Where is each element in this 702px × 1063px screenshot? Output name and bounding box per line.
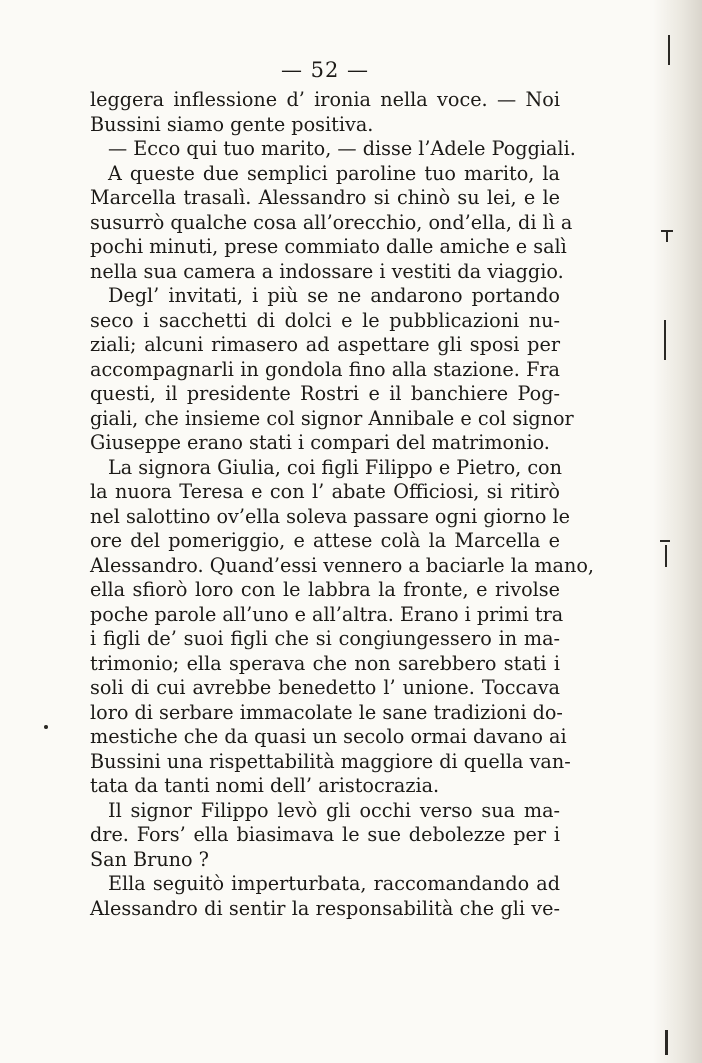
text-line: Degl’ invitati, i più se ne andarono portando [108,284,560,307]
scan-edge-mark [665,1030,668,1055]
text-line: A queste due semplici paroline tuo marito, la [108,161,560,185]
text-line: soli di cui avrebbe benedetto l’ unione. Toccava [90,676,560,699]
text-line: Bussini una rispettabilità maggiore di quella van- [90,749,571,773]
page-number: — 52 — [280,58,370,82]
scan-edge-mark [666,232,668,242]
scan-edge-mark [665,545,667,567]
paragraph-6 [90,799,560,873]
text-line: i figli de’ suoi figli che si congiungessero in ma- [90,627,560,650]
scan-edge-mark [660,540,670,542]
text-line: tata da tanti nomi dell’ aristocrazia. [90,774,440,797]
text-line: Bussini siamo gente positiva. [90,112,374,136]
text-line: San Bruno ? [90,847,209,871]
paragraph-4 [90,284,574,456]
text-line: Marcella trasalì. Alessandro si chinò su lei, e le [90,186,560,209]
paragraph-7 [90,872,560,921]
text-line: ella sfiorò loro con le labbra la fronte, e rivolse [90,578,560,601]
text-line: ore del pomeriggio, e attese colà la Marcella e [90,529,560,552]
text-line: Alessandro di sentir la responsabilità che gli ve- [90,896,560,920]
text-line: la nuora Teresa e con l’ abate Officiosi, si ritirò [90,480,560,503]
text-line: nella sua camera a indossare i vestiti da viaggio. [90,259,564,283]
text-line: trimonio; ella sperava che non sarebbero stati i [90,651,560,675]
text-line: poche parole all’uno e all’altra. Erano i primi tra [90,602,564,626]
text-line: giali, che insieme col signor Annibale e col signor [90,406,574,430]
scan-speck [44,725,48,729]
scan-edge-mark [664,320,666,360]
text-line: mestiche che da quasi un secolo ormai davano ai [90,725,567,748]
text-line: seco i sacchetti di dolci e le pubblicazioni nu- [90,308,560,332]
text-line: — Ecco qui tuo marito, — disse l’Adele Poggiali. [108,137,576,160]
paragraph-1 [90,88,560,137]
text-line: pochi minuti, prese commiato dalle amiche e salì [90,235,567,258]
text-line: ziali; alcuni rimasero ad aspettare gli sposi per [90,333,560,356]
text-line: susurrò qualche cosa all’orecchio, ond’ella, di lì a [90,210,573,234]
paragraph-3 [90,161,573,285]
text-line: Il signor Filippo levò gli occhi verso sua ma- [108,798,560,822]
text-line: loro di serbare immacolate le sane tradizioni do- [90,700,563,724]
scan-edge-mark [668,35,670,65]
text-line: Alessandro. Quand’essi vennero a baciarle la mano, [90,553,595,577]
body-text [90,88,595,921]
text-line: leggera inflessione d’ ironia nella voce. — Noi [90,88,560,111]
text-line: nel salottino ov’ella soleva passare ogni giorno le [90,504,570,528]
text-line: dre. Fors’ ella biasimava le sue debolezze per i [90,823,560,846]
paragraph-2 [90,137,576,162]
paragraph-5 [90,455,595,799]
text-line: questi, il presidente Rostri e il banchiere Pog- [90,382,560,405]
text-line: La signora Giulia, coi figli Filippo e Pietro, con [108,455,562,479]
text-line: Ella seguitò imperturbata, raccomandando ad [108,872,560,895]
text-line: accompagnarli in gondola fino alla stazione. Fra [90,357,560,381]
text-line: Giuseppe erano stati i compari del matrimonio. [90,431,550,454]
